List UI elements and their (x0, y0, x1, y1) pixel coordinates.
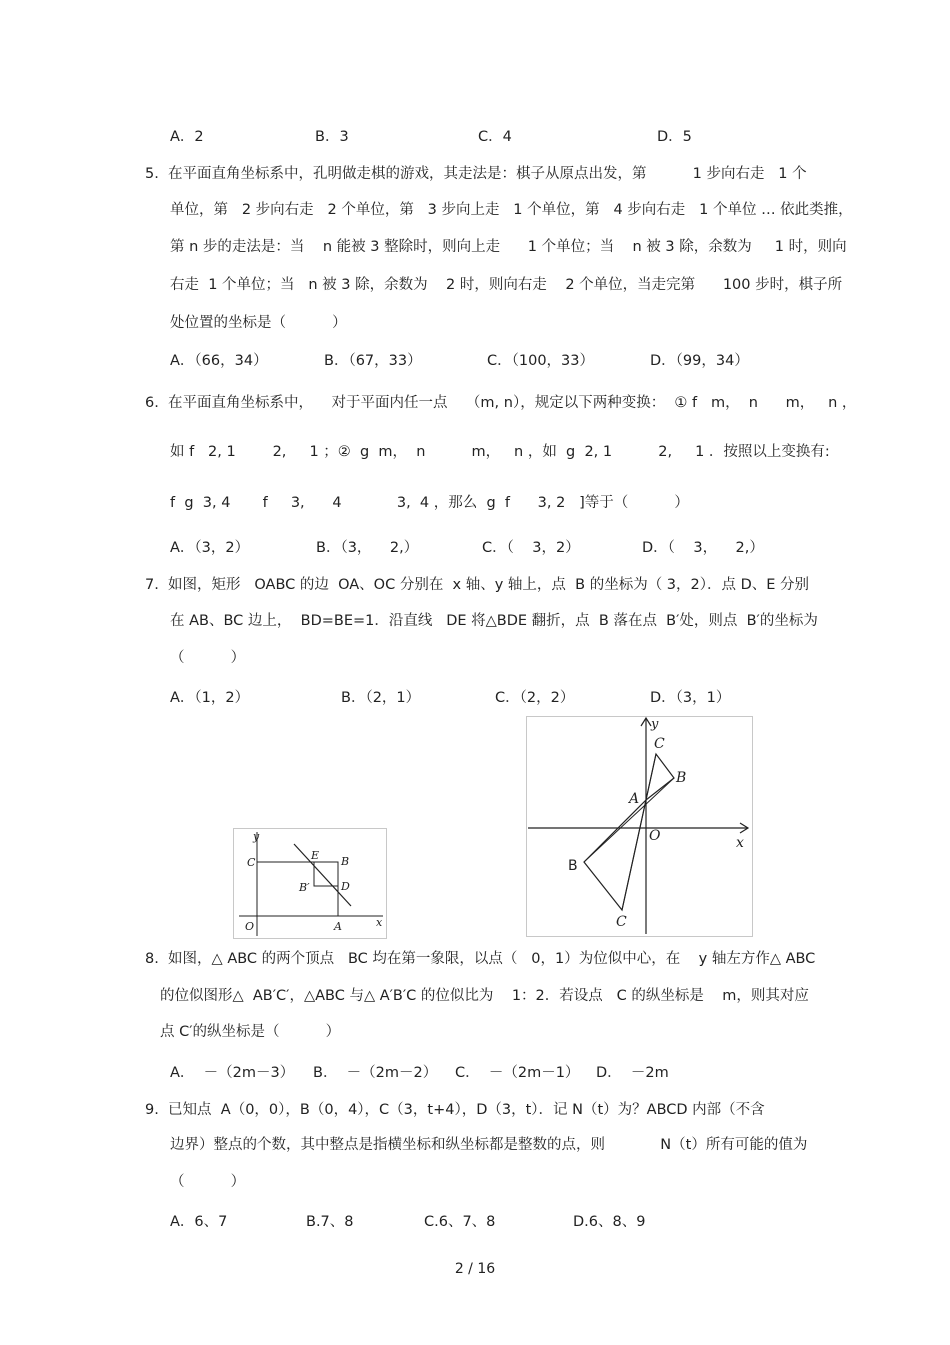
q7-label-b-prime: B′ (299, 881, 310, 894)
q5-line-4: 右走 1 个单位；当 n 被 3 除，余数为 2 时，则向右走 2 个单位，当走完第 100 步时，棋子所 (170, 277, 843, 293)
q4-option-d: D．5 (657, 129, 692, 145)
q8-label-o: O (649, 828, 661, 844)
q6-line-1: 6. 在平面直角坐标系中， 对于平面内任一点 （m, n），规定以下两种变换： ① f m， n m， n ， (145, 395, 857, 411)
q8-option-a: A． －（2m－3） (170, 1065, 295, 1081)
q7-label-e: E (311, 849, 320, 862)
q8-label-a: A (629, 791, 640, 807)
q4-option-a: A．2 (170, 129, 204, 145)
q7-label-d: D (341, 880, 350, 893)
q7-option-a: A．（1，2） (170, 690, 250, 706)
q7-line-3: （ ） (170, 650, 246, 666)
q7-label-y: y (253, 830, 260, 843)
q7-option-c: C．（2，2） (495, 690, 575, 706)
q7-figure (233, 828, 388, 940)
q8-line-2: 的位似图形△ AB′C′，△ABC 与△ A′B′C 的位似比为 1：2．若设点 C 的纵坐标是 m，则其对应 (160, 988, 809, 1004)
q6-option-b: B．（3， 2,） (316, 540, 419, 556)
q6-option-a: A．（3，2） (170, 540, 250, 556)
q7-fold-line (294, 844, 351, 906)
q8-option-d: D． －2m (596, 1065, 669, 1081)
q5-line-1: 5. 在平面直角坐标系中，孔明做走棋的游戏，其走法是：棋子从原点出发，第 1 步向右走 1 个 (145, 166, 807, 182)
q8-label-c-image: C (616, 914, 627, 930)
q9-option-d: D.6、8、9 (573, 1214, 646, 1230)
q7-label-x: x (376, 916, 383, 929)
q7-line-2: 在 AB、BC 边上， BD=BE=1．沿直线 DE 将△BDE 翻折，点 B 落在点 B′处，则点 B′的坐标为 (170, 613, 818, 629)
q9-option-c: C.6、7、8 (424, 1214, 496, 1230)
q7-label-b: B (341, 855, 350, 868)
q6-line-2: 如 f 2, 1 2, 1 ；② g m， n m， n ，如 g 2, 1 2, 1 ．按照以上变换有: (170, 444, 830, 460)
q8-triangle-abc (646, 754, 674, 800)
q5-line-3: 第 n 步的走法是：当 n 能被 3 整除时，则向上走 1 个单位；当 n 被 3 除，余数为 1 时，则向 (170, 239, 847, 255)
q7-rectangle (257, 862, 338, 916)
q9-line-3: （ ） (170, 1174, 246, 1190)
q4-option-c: C．4 (478, 129, 512, 145)
q9-option-a: A．6、7 (170, 1214, 228, 1230)
q5-option-b: B．（67，33） (324, 353, 422, 369)
q7-line-1: 7. 如图，矩形 OABC 的边 OA、OC 分别在 x 轴、y 轴上，点 B 的坐标为（ 3，2）．点 D、E 分别 (145, 577, 810, 593)
q5-line-5: 处位置的坐标是（ ） (170, 315, 347, 331)
q7-folded-edges (314, 862, 338, 886)
q9-line-2: 边界）整点的个数，其中整点是指横坐标和纵坐标都是整数的点，则 N（t）所有可能的值为 (170, 1137, 808, 1153)
q9-option-b: B.7、8 (306, 1214, 354, 1230)
q7-option-d: D．（3，1） (650, 690, 731, 706)
q6-option-c: C．（ 3，2） (482, 540, 580, 556)
q6-option-d: D．（ 3， 2,） (642, 540, 764, 556)
q5-option-a: A．（66，34） (170, 353, 268, 369)
q8-label-b-image: B (568, 858, 578, 874)
q7-label-c: C (247, 856, 256, 869)
q8-label-y: y (651, 717, 659, 732)
q8-line-3: 点 C′的纵坐标是（ ） (160, 1024, 341, 1040)
q9-line-1: 9. 已知点 A（0，0），B（0，4），C（3，t+4），D（3，t）．记 N（t）为？ABCD 内部（不含 (145, 1102, 765, 1118)
q8-figure (526, 716, 754, 938)
q8-option-c: C． －（2m－1） (455, 1065, 580, 1081)
q7-option-b: B．（2，1） (341, 690, 421, 706)
q6-line-3: f g 3, 4 f 3, 4 3, 4 ，那么 g f 3, 2 ]等于（ ） (170, 495, 689, 511)
page-number: 2 / 16 (454, 1261, 496, 1277)
q4-option-b: B．3 (315, 129, 349, 145)
q7-label-a: A (334, 920, 342, 933)
q8-label-c: C (654, 736, 665, 752)
q5-line-2: 单位，第 2 步向右走 2 个单位，第 3 步向上走 1 个单位，第 4 步向右走 1 个单位 … 依此类推， (170, 202, 853, 218)
q8-label-x: x (736, 835, 744, 851)
q5-option-d: D．（99，34） (650, 353, 749, 369)
q8-label-b: B (676, 770, 687, 786)
q8-option-b: B． －（2m－2） (313, 1065, 438, 1081)
q5-option-c: C．（100，33） (487, 353, 595, 369)
q8-line-1: 8. 如图，△ ABC 的两个顶点 BC 均在第一象限，以点（ 0，1）为位似中心，在 y 轴左方作△ ABC (145, 951, 816, 967)
q7-label-o: O (245, 920, 255, 933)
q8-triangle-image (584, 800, 646, 910)
